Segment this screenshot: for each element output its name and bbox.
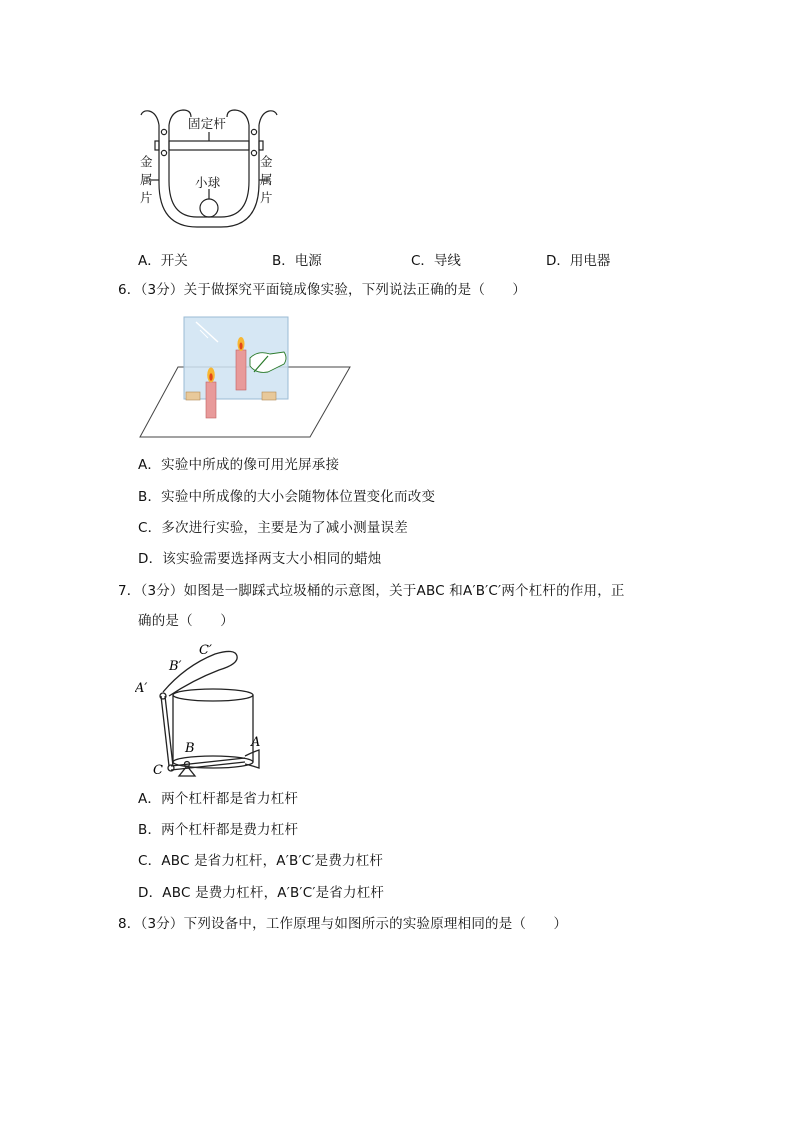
q5-metal-left-label: 金 属 片 [140, 154, 153, 205]
q7-trash-can-figure [135, 640, 270, 780]
q5-ball-label: 小球 [195, 175, 221, 190]
q5-metal-right-label: 金 属 片 [260, 154, 273, 205]
q6-option-c: C．多次进行实验，主要是为了减小测量误差 [138, 520, 408, 536]
q7-stem-line2: 确的是（ ） [138, 613, 234, 629]
q6-option-d: D．该实验需要选择两支大小相同的蜡烛 [138, 551, 382, 567]
q7-option-b: B．两个杠杆都是费力杠杆 [138, 822, 299, 838]
q7-option-d: D．ABC 是费力杠杆，A′B′C′是省力杠杆 [138, 885, 385, 901]
q7-label-b-prime: B′ [169, 659, 182, 674]
q7-label-a: A [251, 735, 261, 750]
q7-label-a-prime: A′ [135, 681, 148, 696]
q5-option-c: C．导线 [411, 253, 461, 269]
q7-option-c: C．ABC 是省力杠杆，A′B′C′是费力杠杆 [138, 853, 384, 869]
q5-option-a: A．开关 [138, 253, 188, 269]
q6-option-a: A．实验中所成的像可用光屏承接 [138, 457, 340, 473]
q8-stem: 8．（3分）下列设备中，工作原理与如图所示的实验原理相同的是（ ） [118, 916, 568, 932]
q6-mirror-experiment-figure [138, 312, 353, 442]
q7-option-a: A．两个杠杆都是省力杠杆 [138, 791, 299, 807]
q7-stem-line1: 7．（3分）如图是一脚踩式垃圾桶的示意图，关于ABC 和A′B′C′两个杠杆的作用，正 [118, 583, 625, 599]
q6-stem: 6．（3分）关于做探究平面镜成像实验，下列说法正确的是（ ） [118, 282, 527, 298]
q5-fixed-rod-label: 固定杆 [188, 116, 227, 131]
q7-label-c-prime: C′ [199, 643, 212, 658]
q6-option-b: B．实验中所成像的大小会随物体位置变化而改变 [138, 489, 436, 505]
q7-label-c: C [153, 763, 163, 778]
q5-option-b: B．电源 [272, 253, 322, 269]
q7-label-b: B [185, 741, 195, 756]
q5-option-d: D．用电器 [546, 253, 611, 269]
